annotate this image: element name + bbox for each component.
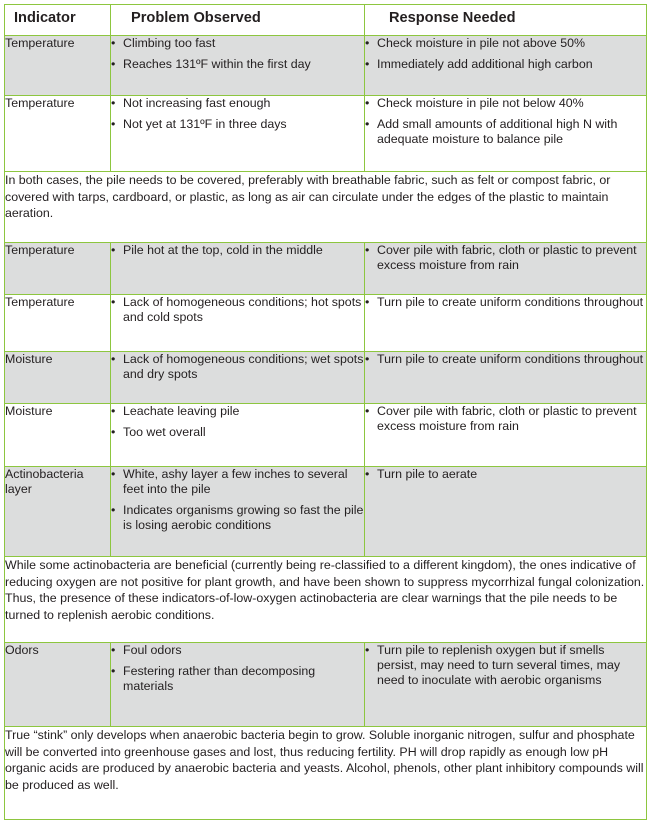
problem-item: • Foul odors	[111, 643, 364, 658]
table-row	[5, 96, 647, 172]
problem-item: • Not increasing fast enough	[111, 96, 364, 111]
problem-item: • Not yet at 131ºF in three days	[111, 117, 364, 132]
indicator-cell: Odors	[5, 643, 111, 727]
response-cell	[365, 404, 647, 467]
response-list	[365, 643, 646, 688]
response-cell	[365, 36, 647, 96]
problem-item: • Festering rather than decomposing materials	[111, 664, 364, 694]
note-row	[5, 557, 647, 643]
problem-item: • Pile hot at the top, cold in the middle	[111, 243, 364, 258]
table-row	[5, 295, 647, 352]
table-row	[5, 404, 647, 467]
header-problem-observed: Problem Observed	[111, 5, 365, 36]
problem-cell	[111, 243, 365, 295]
response-item: • Turn pile to create uniform conditions throughout	[365, 295, 646, 310]
problem-list	[111, 352, 364, 382]
response-cell	[365, 295, 647, 352]
problem-list	[111, 96, 364, 132]
response-cell	[365, 243, 647, 295]
compost-troubleshooting-table	[4, 4, 647, 820]
indicator-cell: Temperature	[5, 96, 111, 172]
note-row	[5, 172, 647, 243]
problem-item: • White, ashy layer a few inches to several feet into the pile	[111, 467, 364, 497]
response-cell	[365, 467, 647, 557]
problem-cell	[111, 96, 365, 172]
indicator-cell: Moisture	[5, 404, 111, 467]
indicator-cell: Moisture	[5, 352, 111, 404]
problem-item: • Reaches 131ºF within the first day	[111, 57, 364, 72]
response-item: • Check moisture in pile not above 50%	[365, 36, 646, 51]
response-list	[365, 36, 646, 72]
header-row	[5, 5, 647, 36]
problem-item: • Lack of homogeneous conditions; hot spots and cold spots	[111, 295, 364, 325]
response-cell	[365, 96, 647, 172]
response-list	[365, 243, 646, 273]
problem-cell	[111, 467, 365, 557]
problem-cell	[111, 404, 365, 467]
problem-cell	[111, 36, 365, 96]
problem-cell	[111, 352, 365, 404]
problem-cell	[111, 295, 365, 352]
note-row	[5, 727, 647, 820]
problem-list	[111, 36, 364, 72]
table-row	[5, 643, 647, 727]
problem-list	[111, 467, 364, 533]
problem-list	[111, 295, 364, 325]
table-body	[5, 36, 647, 820]
response-item: • Turn pile to aerate	[365, 467, 646, 482]
note-text: While some actinobacteria are beneficial (currently being re-classified to a different kingdom), the ones indicative of reducing oxygen are not positive for plant growth, and have been shown to suppress mycorrhizal fungal colonization. Thus, the presence of these indicators-of-low-oxygen actinobacteria are clear warnings that the pile needs to be turned to replenish aerobic conditions.	[5, 557, 647, 643]
response-item: • Cover pile with fabric, cloth or plastic to prevent excess moisture from rain	[365, 404, 646, 434]
indicator-cell: Temperature	[5, 295, 111, 352]
indicator-cell: Actinobacteria layer	[5, 467, 111, 557]
response-list	[365, 467, 646, 482]
indicator-cell: Temperature	[5, 243, 111, 295]
problem-item: • Indicates organisms growing so fast the pile is losing aerobic conditions	[111, 503, 364, 533]
table-row	[5, 352, 647, 404]
problem-cell	[111, 643, 365, 727]
response-item: • Turn pile to replenish oxygen but if smells persist, may need to turn several times, may need to inoculate with aerobic organisms	[365, 643, 646, 688]
table-row	[5, 243, 647, 295]
response-item: • Turn pile to create uniform conditions throughout	[365, 352, 646, 367]
response-cell	[365, 643, 647, 727]
note-text: True “stink” only develops when anaerobic bacteria begin to grow. Soluble inorganic nitrogen, sulfur and phosphate will be converted into greenhouse gases and lost, thus reducing fertility. PH will drop rapidly as enough low pH organic acids are produced by anaerobic bacteria and yeasts. Alcohol, phenols, other plant inhibitory compounds will be produced as well.	[5, 727, 647, 820]
header-indicator: Indicator	[5, 5, 111, 36]
problem-item: • Leachate leaving pile	[111, 404, 364, 419]
response-list	[365, 404, 646, 434]
response-list	[365, 352, 646, 367]
response-list	[365, 295, 646, 310]
problem-item: • Climbing too fast	[111, 36, 364, 51]
problem-item: • Too wet overall	[111, 425, 364, 440]
table-row	[5, 36, 647, 96]
problem-list	[111, 643, 364, 694]
response-list	[365, 96, 646, 147]
response-item: • Add small amounts of additional high N with adequate moisture to balance pile	[365, 117, 646, 147]
response-item: • Immediately add additional high carbon	[365, 57, 646, 72]
problem-list	[111, 404, 364, 440]
response-item: • Cover pile with fabric, cloth or plastic to prevent excess moisture from rain	[365, 243, 646, 273]
table-row	[5, 467, 647, 557]
note-text: In both cases, the pile needs to be covered, preferably with breathable fabric, such as felt or compost fabric, or covered with tarps, cardboard, or plastic, as long as air can circulate under the edges of the plastic to maintain aeration.	[5, 172, 647, 243]
problem-list	[111, 243, 364, 258]
header-response-needed: Response Needed	[365, 5, 647, 36]
response-cell	[365, 352, 647, 404]
response-item: • Check moisture in pile not below 40%	[365, 96, 646, 111]
problem-item: • Lack of homogeneous conditions; wet spots and dry spots	[111, 352, 364, 382]
indicator-cell: Temperature	[5, 36, 111, 96]
